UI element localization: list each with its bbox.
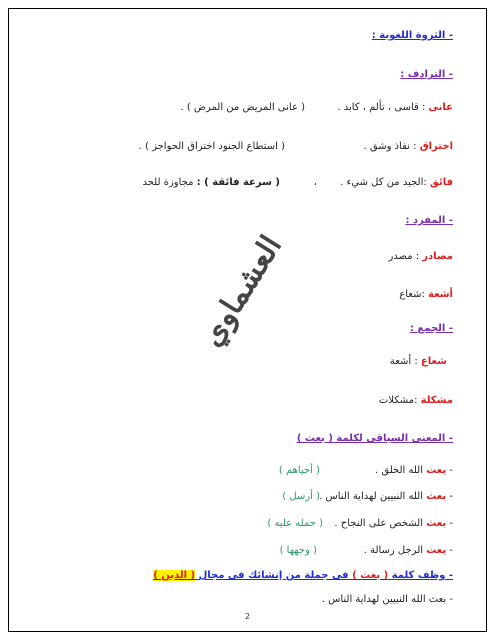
context-text: الله الخلق . xyxy=(375,465,424,476)
employ-prefix: - وظف كلمة xyxy=(391,570,453,581)
plural-heading: - الجمع : xyxy=(409,323,453,334)
context-meaning-3: ( حمله عليه ) xyxy=(267,518,323,529)
synonym-example-1: ( عانى المريض من المرض ) . xyxy=(180,102,305,113)
synonym-row-2 xyxy=(364,140,453,153)
context-dash: - xyxy=(449,465,453,476)
synonym-example-3 xyxy=(142,176,280,189)
synonym-separator: ، xyxy=(313,177,317,188)
plural-row-1 xyxy=(390,355,447,368)
synonyms-heading: - الترادف : xyxy=(400,69,453,80)
synonym-example-rest: مجاوزة للحد xyxy=(142,177,194,188)
author-watermark: العشماوي xyxy=(194,229,289,353)
context-row-2 xyxy=(319,490,453,503)
synonym-row-3 xyxy=(340,176,453,189)
context-meaning-1: ( أحياهم ) xyxy=(278,465,320,476)
singular-value: :شعاع xyxy=(399,289,425,300)
context-word: بعث xyxy=(426,545,447,556)
context-word: بعث xyxy=(426,465,447,476)
singular-heading: - المفرد : xyxy=(405,215,453,226)
context-row-3 xyxy=(334,517,453,530)
employ-field: ( الدين ) xyxy=(153,570,196,581)
context-text: الرجل رسالة . xyxy=(363,545,424,556)
context-dash: - xyxy=(449,545,453,556)
context-text: الله النبيين لهداية الناس . xyxy=(319,491,424,502)
section-wealth-heading: - الثروة اللغوية : xyxy=(371,30,453,41)
context-text: الشخص على النجاح . xyxy=(334,518,424,529)
synonym-example-2: ( استطاع الجنود اختراق الحواجز ) . xyxy=(138,141,285,152)
singular-value: : مصدر xyxy=(388,251,420,262)
plural-value: :مشكلات xyxy=(378,395,418,406)
plural-word: شعاع xyxy=(420,356,447,367)
employ-answer: - بعث الله النبيين لهداية الناس . xyxy=(321,594,453,605)
synonym-meaning: : نفاذ وشق . xyxy=(363,141,417,152)
singular-word: أشعة xyxy=(428,289,453,300)
example-bold-text: ( سرعة فائقة ) : xyxy=(196,177,280,188)
page-number: 2 xyxy=(244,612,251,621)
plural-word: مشكلة xyxy=(420,395,453,406)
context-row-1 xyxy=(375,464,453,477)
employ-heading xyxy=(153,569,453,582)
context-meaning-2: ( أرسل ) xyxy=(282,491,320,502)
singular-row-1 xyxy=(388,250,453,263)
singular-word: مصادر xyxy=(422,251,453,262)
singular-row-2 xyxy=(399,288,453,301)
synonym-row-1 xyxy=(337,101,453,114)
context-row-4 xyxy=(364,544,453,557)
synonym-example-bold xyxy=(197,177,280,188)
employ-middle: فى جملة من إنشائك فى مجال xyxy=(198,570,349,581)
plural-row-2 xyxy=(379,394,453,407)
context-heading: - المعنى السياقى لكلمة ( بعث ) xyxy=(296,433,453,444)
context-dash: - xyxy=(449,491,453,502)
synonym-word: عانى xyxy=(428,102,453,113)
employ-word: ( بعث ) xyxy=(352,570,389,581)
context-word: بعث xyxy=(426,491,447,502)
context-word: بعث xyxy=(426,518,447,529)
synonym-meaning: : قاسى ، تألم ، كابد . xyxy=(337,102,426,113)
context-meaning-4: ( وجهها ) xyxy=(279,545,317,556)
synonym-word: فائق xyxy=(429,177,453,188)
context-dash: - xyxy=(449,518,453,529)
synonym-word: اختراق xyxy=(419,141,453,152)
plural-value: : أشعة xyxy=(389,356,418,367)
synonym-meaning: :الجيد من كل شيء . xyxy=(340,177,427,188)
